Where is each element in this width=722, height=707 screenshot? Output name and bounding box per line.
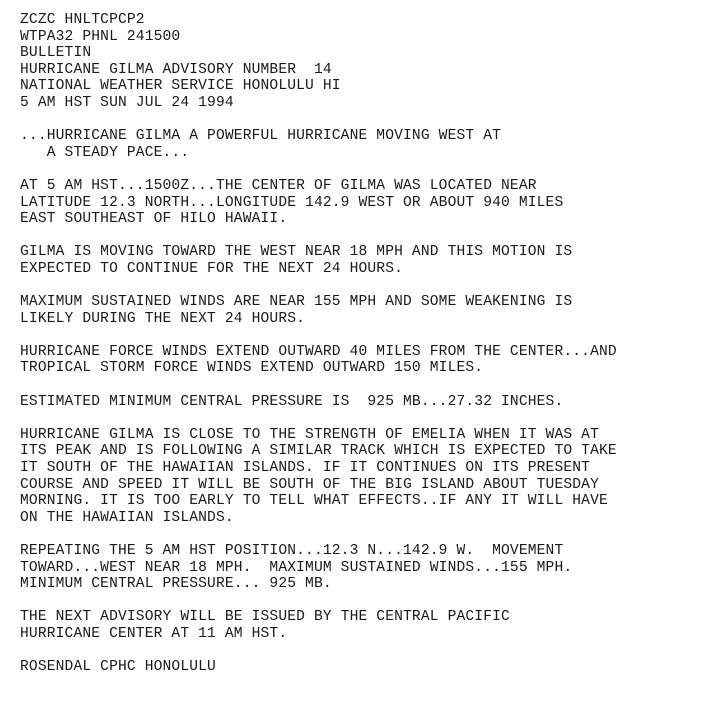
paragraph-line: EAST SOUTHEAST OF HILO HAWAII. xyxy=(20,211,288,228)
paragraph-winds xyxy=(20,294,710,327)
paragraph-line: THE NEXT ADVISORY WILL BE ISSUED BY THE CENTRAL PACIFIC xyxy=(20,609,510,626)
header-line: ZCZC HNLTCPCP2 xyxy=(20,12,145,28)
paragraph-repeating xyxy=(20,543,710,593)
paragraph-line: COURSE AND SPEED IT WILL BE SOUTH OF THE BIG ISLAND ABOUT TUESDAY xyxy=(20,476,599,493)
forecaster-signature: ROSENDAL CPHC HONOLULU xyxy=(20,659,216,676)
paragraph-line: TROPICAL STORM FORCE WINDS EXTEND OUTWARD 150 MILES. xyxy=(20,360,484,377)
paragraph-discussion xyxy=(20,427,710,527)
paragraph-line: LIKELY DURING THE NEXT 24 HOURS. xyxy=(20,310,306,327)
paragraph-line: IT SOUTH OF THE HAWAIIAN ISLANDS. IF IT CONTINUES ON ITS PRESENT xyxy=(20,460,591,477)
paragraph-line: REPEATING THE 5 AM HST POSITION...12.3 N...142.9 W. MOVEMENT xyxy=(20,543,564,559)
paragraph-line: TOWARD...WEST NEAR 18 MPH. MAXIMUM SUSTAINED WINDS...155 MPH. xyxy=(20,559,573,576)
paragraph-line: HURRICANE CENTER AT 11 AM HST. xyxy=(20,625,288,642)
paragraph-wind-extent xyxy=(20,344,710,377)
paragraph-line: AT 5 AM HST...1500Z...THE CENTER OF GILMA WAS LOCATED NEAR xyxy=(20,177,537,194)
bulletin-header xyxy=(20,12,710,112)
paragraph-line: LATITUDE 12.3 NORTH...LONGITUDE 142.9 WEST OR ABOUT 940 MILES xyxy=(20,194,564,211)
signature xyxy=(20,659,710,676)
paragraph-line: HURRICANE FORCE WINDS EXTEND OUTWARD 40 MILES FROM THE CENTER...AND xyxy=(20,343,617,360)
paragraph-line: MAXIMUM SUSTAINED WINDS ARE NEAR 155 MPH AND SOME WEAKENING IS xyxy=(20,294,573,311)
paragraph-position xyxy=(20,178,710,228)
headline-line: ...HURRICANE GILMA A POWERFUL HURRICANE MOVING WEST AT xyxy=(20,128,502,145)
header-line: BULLETIN xyxy=(20,45,92,62)
paragraph-line: ON THE HAWAIIAN ISLANDS. xyxy=(20,509,234,526)
paragraph-line: MORNING. IT IS TOO EARLY TO TELL WHAT EFFECTS..IF ANY IT WILL HAVE xyxy=(20,493,608,510)
issuing-office: NATIONAL WEATHER SERVICE HONOLULU HI xyxy=(20,78,341,95)
paragraph-line: ESTIMATED MINIMUM CENTRAL PRESSURE IS 925 MB...27.32 INCHES. xyxy=(20,393,564,410)
paragraph-motion xyxy=(20,244,710,277)
headline-line: A STEADY PACE... xyxy=(20,144,190,161)
paragraph-line: HURRICANE GILMA IS CLOSE TO THE STRENGTH OF EMELIA WHEN IT WAS AT xyxy=(20,426,599,443)
paragraph-line: ITS PEAK AND IS FOLLOWING A SIMILAR TRACK WHICH IS EXPECTED TO TAKE xyxy=(20,443,617,460)
advisory-document xyxy=(20,12,710,692)
header-line: WTPA32 PHNL 241500 xyxy=(20,28,181,45)
paragraph-line: MINIMUM CENTRAL PRESSURE... 925 MB. xyxy=(20,576,332,593)
issue-time: 5 AM HST SUN JUL 24 1994 xyxy=(20,94,234,111)
paragraph-next-advisory xyxy=(20,609,710,642)
paragraph-line: GILMA IS MOVING TOWARD THE WEST NEAR 18 MPH AND THIS MOTION IS xyxy=(20,244,573,261)
advisory-title: HURRICANE GILMA ADVISORY NUMBER 14 xyxy=(20,61,332,78)
paragraph-pressure xyxy=(20,394,710,411)
paragraph-line: EXPECTED TO CONTINUE FOR THE NEXT 24 HOURS. xyxy=(20,260,404,277)
headline xyxy=(20,128,710,161)
